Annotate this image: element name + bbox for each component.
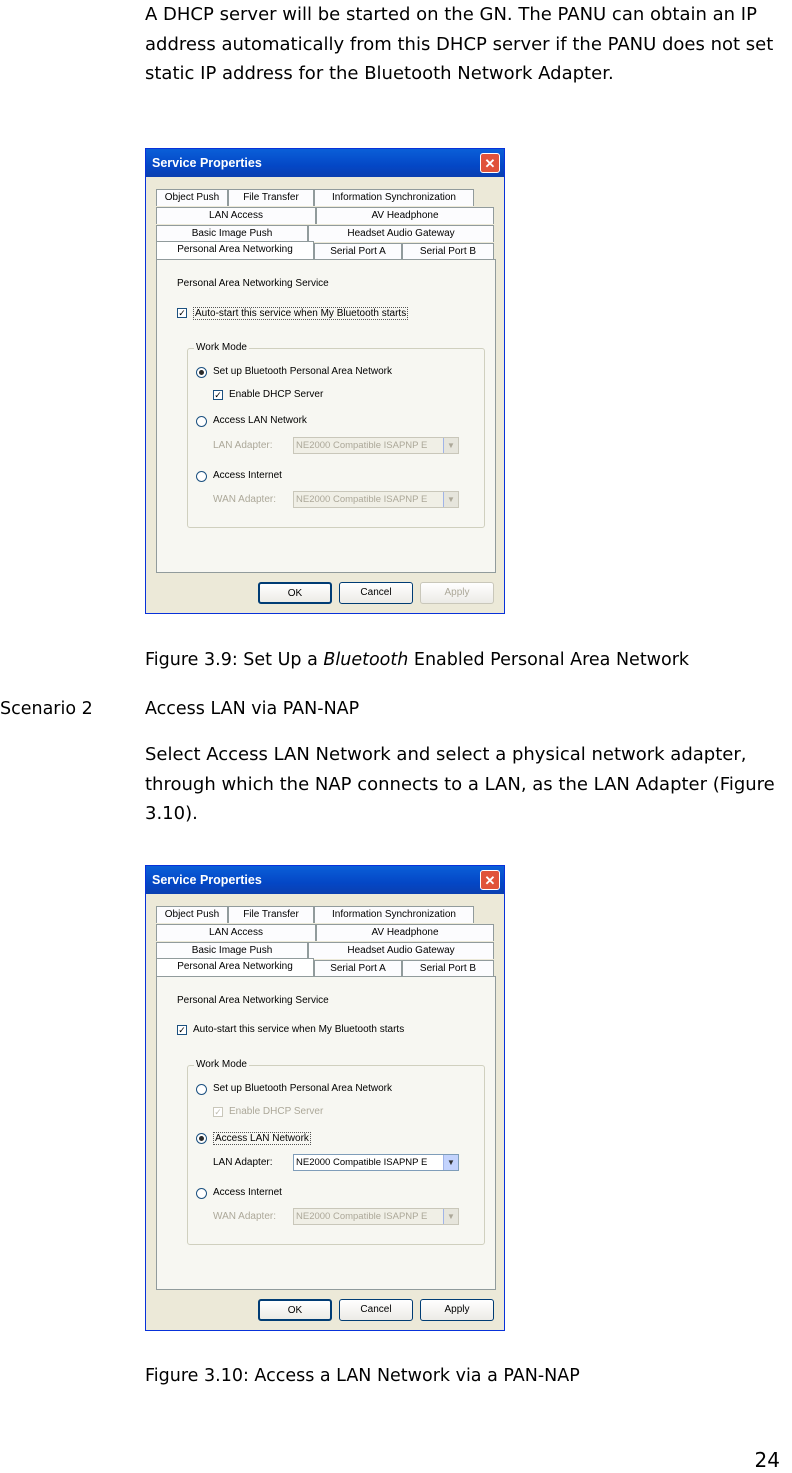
scenario-title: Access LAN via PAN-NAP: [145, 699, 360, 719]
tab-av-headphone[interactable]: AV Headphone: [316, 924, 494, 941]
wan-adapter-label: WAN Adapter:: [213, 494, 276, 505]
tab-av-headphone[interactable]: AV Headphone: [316, 207, 494, 224]
tab-serial-port-b[interactable]: Serial Port B: [402, 960, 494, 977]
work-mode-label: Work Mode: [196, 1059, 247, 1070]
chevron-down-icon: ▼: [443, 438, 458, 453]
service-heading: Personal Area Networking Service: [177, 995, 329, 1006]
caption-text-end: Enabled Personal Area Network: [408, 650, 690, 670]
lan-adapter-select[interactable]: [293, 437, 459, 454]
ok-button[interactable]: OK: [258, 582, 332, 604]
enable-dhcp-checkbox[interactable]: ✓: [214, 1107, 222, 1117]
access-lan-label: Access LAN Network: [215, 1133, 309, 1144]
access-lan-label: Access LAN Network: [213, 415, 307, 426]
lan-adapter-label: LAN Adapter:: [213, 1157, 273, 1168]
tab-basic-image-push[interactable]: Basic Image Push: [156, 225, 308, 242]
ok-button[interactable]: OK: [258, 1299, 332, 1321]
autostart-label: Auto-start this service when My Bluetooth starts: [193, 1024, 405, 1035]
caption-text-italic: Bluetooth: [323, 650, 409, 670]
work-mode-label: Work Mode: [196, 342, 247, 353]
setup-pan-radio[interactable]: [196, 1084, 207, 1095]
wan-adapter-value: NE2000 Compatible ISAPNP E: [296, 1211, 428, 1222]
dialog-titlebar: [146, 149, 504, 177]
wan-adapter-select[interactable]: [293, 491, 459, 508]
service-heading: Personal Area Networking Service: [177, 278, 329, 289]
access-internet-label: Access Internet: [213, 1187, 282, 1198]
enable-dhcp-label: Enable DHCP Server: [229, 1106, 324, 1117]
lan-adapter-label: LAN Adapter:: [213, 440, 273, 451]
dialog-title: Service Properties: [152, 873, 262, 887]
figure-caption-3-10: Figure 3.10: Access a LAN Network via a PAN-NAP: [145, 1366, 580, 1386]
autostart-checkbox[interactable]: ✓: [178, 308, 186, 318]
chevron-down-icon: ▼: [443, 1155, 458, 1170]
tab-personal-area-networking[interactable]: Personal Area Networking: [156, 958, 314, 977]
enable-dhcp-label: Enable DHCP Server: [229, 389, 324, 400]
work-mode-group: [187, 1059, 485, 1245]
wan-adapter-label: WAN Adapter:: [213, 1211, 276, 1222]
close-icon[interactable]: ✕: [480, 870, 500, 890]
tab-lan-access[interactable]: LAN Access: [156, 924, 316, 941]
access-internet-label: Access Internet: [213, 470, 282, 481]
tab-serial-port-a[interactable]: Serial Port A: [314, 243, 402, 260]
tab-serial-port-b[interactable]: Serial Port B: [402, 243, 494, 260]
lan-adapter-value: NE2000 Compatible ISAPNP E: [296, 440, 428, 451]
page-number: 24: [754, 1448, 780, 1472]
service-properties-dialog-fig1: [145, 148, 505, 614]
chevron-down-icon: ▼: [443, 492, 458, 507]
cancel-button[interactable]: Cancel: [339, 582, 413, 604]
setup-pan-radio[interactable]: [196, 367, 207, 378]
tab-headset-audio-gateway[interactable]: Headset Audio Gateway: [308, 942, 494, 959]
tab-file-transfer[interactable]: File Transfer: [228, 906, 314, 923]
apply-button[interactable]: Apply: [420, 1299, 494, 1321]
setup-pan-label: Set up Bluetooth Personal Area Network: [213, 366, 392, 377]
access-internet-radio[interactable]: [196, 1188, 207, 1199]
wan-adapter-value: NE2000 Compatible ISAPNP E: [296, 494, 428, 505]
apply-button[interactable]: Apply: [420, 582, 494, 604]
work-mode-group: [187, 342, 485, 528]
tab-serial-port-a[interactable]: Serial Port A: [314, 960, 402, 977]
tab-lan-access[interactable]: LAN Access: [156, 207, 316, 224]
tab-basic-image-push[interactable]: Basic Image Push: [156, 942, 308, 959]
autostart-checkbox[interactable]: ✓: [178, 1025, 186, 1035]
access-lan-radio[interactable]: [196, 1133, 207, 1144]
tab-personal-area-networking[interactable]: Personal Area Networking: [156, 241, 314, 260]
setup-pan-label: Set up Bluetooth Personal Area Network: [213, 1083, 392, 1094]
tab-panel: [156, 976, 496, 1290]
cancel-button[interactable]: Cancel: [339, 1299, 413, 1321]
chevron-down-icon: ▼: [443, 1209, 458, 1224]
tab-information-synchronization[interactable]: Information Synchronization: [314, 189, 474, 206]
wan-adapter-select[interactable]: [293, 1208, 459, 1225]
service-properties-dialog-fig2: [145, 865, 505, 1331]
lan-adapter-select[interactable]: [293, 1154, 459, 1171]
scenario-paragraph: Select Access LAN Network and select a physical network adapter, through which the NAP connects to a LAN, as the LAN Adapter (Figure 3.10).: [145, 744, 775, 824]
scenario-label: Scenario 2: [0, 699, 93, 719]
dialog-title: Service Properties: [152, 156, 262, 170]
caption-text-start: Figure 3.9: Set Up a: [145, 650, 324, 670]
tab-file-transfer[interactable]: File Transfer: [228, 189, 314, 206]
tab-object-push[interactable]: Object Push: [156, 906, 228, 923]
figure-caption-3-9: [145, 650, 689, 670]
access-lan-radio[interactable]: [196, 416, 207, 427]
access-internet-radio[interactable]: [196, 471, 207, 482]
tab-headset-audio-gateway[interactable]: Headset Audio Gateway: [308, 225, 494, 242]
autostart-label: Auto-start this service when My Bluetooth starts: [195, 308, 407, 319]
tab-object-push[interactable]: Object Push: [156, 189, 228, 206]
lan-adapter-value: NE2000 Compatible ISAPNP E: [296, 1157, 428, 1168]
enable-dhcp-checkbox[interactable]: ✓: [214, 390, 222, 400]
intro-paragraph: A DHCP server will be started on the GN. The PANU can obtain an IP address automatically from this DHCP server if the PANU does not set static IP address for the Bluetooth Network Adapter.: [145, 4, 774, 84]
tab-information-synchronization[interactable]: Information Synchronization: [314, 906, 474, 923]
close-icon[interactable]: ✕: [480, 153, 500, 173]
tab-panel: [156, 259, 496, 573]
dialog-titlebar: [146, 866, 504, 894]
